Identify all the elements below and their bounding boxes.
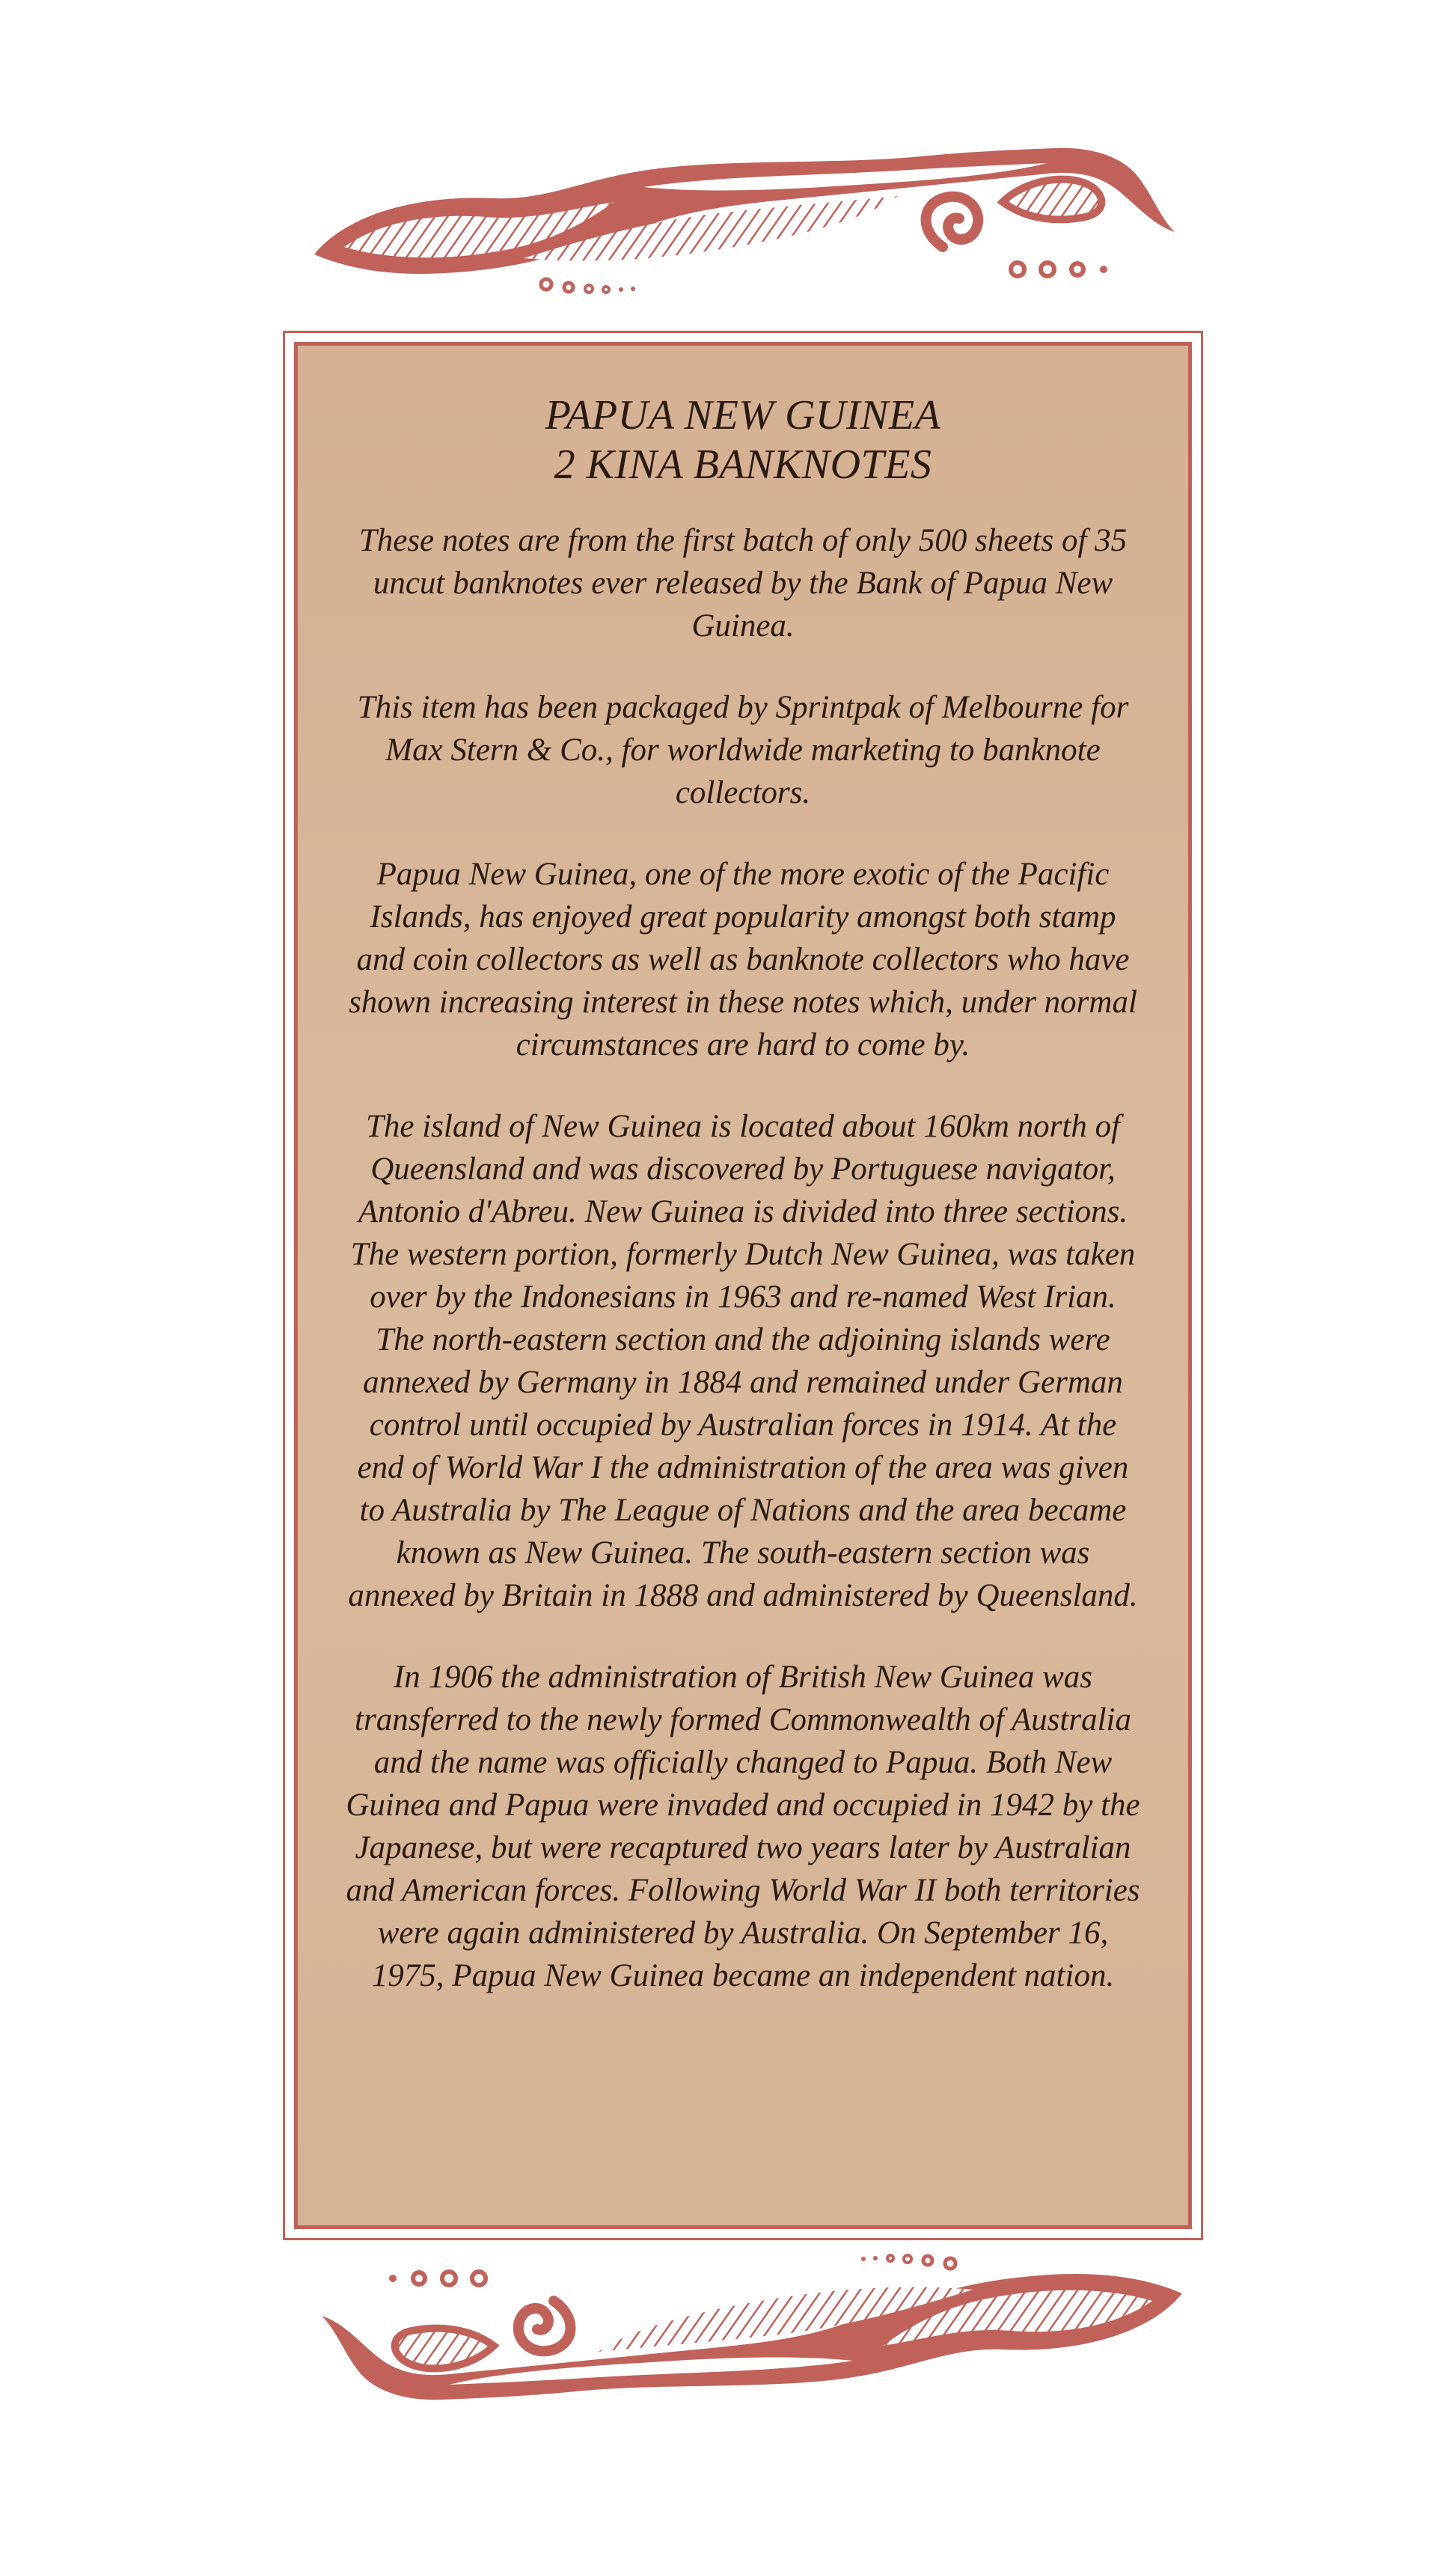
paragraph-batch-info: These notes are from the first batch of only 500 sheets of 35 uncut banknotes ever released by the Bank of Papua New Guinea.	[358, 523, 1128, 643]
paragraph-popularity: Papua New Guinea, one of the more exotic of the Pacific Islands, has enjoyed great popularity amongst both stamp and coin collectors as well as banknote collectors who have shown increasing interest in these notes which, under normal circumstances are hard to come by.	[349, 857, 1137, 1063]
paragraph-history-island: The island of New Guinea is located about 160km north of Queensland and was discovered by Portuguese navigator, Antonio d'Abreu. New Guinea is divided into three sections. The western portion, formerly Dutch New Guinea, was taken over by the Indonesians in 1963 and re-named West Irian. The north-eastern section and the adjoining islands were annexed by Germany in 1884 and remained under German control until occupied by Australian forces in 1914. At the end of World War I the administration of the area was given to Australia by The League of Nations and the area became known as New Guinea. The south-eastern section was annexed by Britain in 1888 and administered by Queensland.	[348, 1109, 1138, 1613]
text-panel-inner	[294, 342, 1192, 2229]
text-panel	[283, 331, 1203, 2240]
title-line-2: 2 KINA BANKNOTES	[554, 441, 932, 488]
page-title	[343, 391, 1143, 489]
paragraph-packaging: This item has been packaged by Sprintpak of Melbourne for Max Stern & Co., for worldwide marketing to banknote collectors.	[357, 690, 1129, 810]
bottom-ornament-icon	[299, 2241, 1197, 2413]
paragraph-history-independence: In 1906 the administration of British New Guinea was transferred to the newly formed Commonwealth of Australia and the name was officially changed to Papua. Both New Guinea and Papua were invaded and occupied in 1942 by the Japanese, but were recaptured two years later by Australian and American forces. Following World War II both territories were again administered by Australia. On September 16, 1975, Papua New Guinea became an independent nation.	[346, 1660, 1140, 1993]
title-line-1: PAPUA NEW GUINEA	[545, 392, 941, 438]
top-ornament-icon	[299, 135, 1197, 307]
